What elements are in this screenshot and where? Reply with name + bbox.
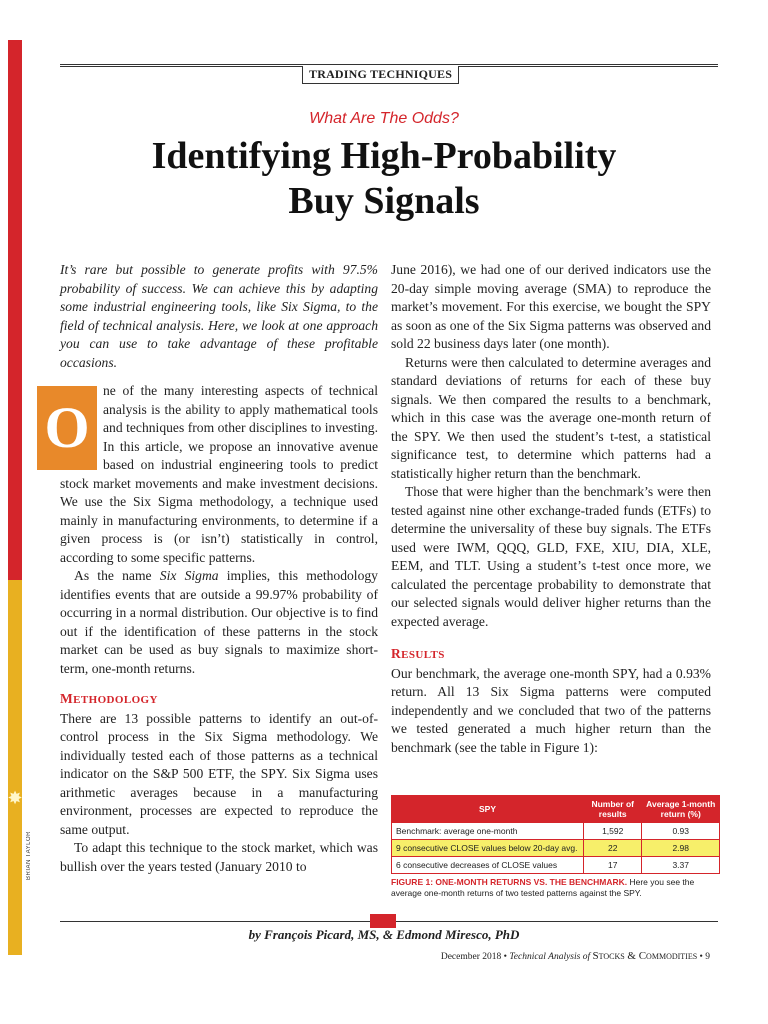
heading-initial: R: [391, 646, 402, 661]
figure-1: [391, 795, 720, 898]
folio-publication: Technical Analysis of: [509, 952, 593, 962]
table-row: [392, 840, 720, 857]
body-paragraph: June 2016), we had one of our derived indicators use the 20-day simple moving average (SMA) to reproduce the market’s movement. For this exercise, we bought the SPY as soon as one of the Six Sigma patterns was observed and sold 22 business days later (one month).: [391, 262, 711, 351]
table-cell: Benchmark: average one-month: [392, 823, 584, 840]
table-cell: 0.93: [642, 823, 720, 840]
figure-caption: [391, 877, 720, 898]
table-cell: 2.98: [642, 840, 720, 857]
text-run: As the name: [74, 568, 160, 583]
table-cell: 6 consecutive decreases of CLOSE values: [392, 857, 584, 874]
methodology-heading: [60, 690, 378, 710]
table-cell: 22: [584, 840, 642, 857]
body-paragraph: ne of the many interesting aspects of technical analysis is the ability to apply mathematical tools and techniques from other disciplines to investing. In this article, we propose an innovative avenue based on industrial engineering tools to predict stock market movements and make investment decisions. We use the Six Sigma methodology, a technique used mainly in manufacturing environments, to determine if a given process is (or isn’t) statistically in control, according to some specific patterns.: [60, 383, 378, 565]
intro-paragraph: It’s rare but possible to generate profits with 97.5% probability of success. We can achieve this by adapting some industrial engineering tools, like Six Sigma, to the field of technical analysis. Here, we look at one approach you can use to take advantage of these profitable occasions.: [60, 262, 378, 370]
opening-section: [44, 382, 378, 567]
folio-page-number: • 9: [697, 952, 710, 962]
photo-credit: BRIAN TAYLOR: [26, 830, 32, 880]
table-header: SPY: [392, 796, 584, 823]
side-color-bar: [8, 40, 22, 955]
body-paragraph: To adapt this technique to the stock market, which was bullish over the years tested (January 2010 to: [60, 840, 378, 874]
folio-date: December 2018 •: [440, 952, 510, 962]
results-table: [391, 795, 720, 874]
sunburst-icon: ✸: [7, 788, 23, 808]
heading-rest: ETHODOLOGY: [73, 694, 158, 706]
headline-line-2: Buy Signals: [288, 180, 480, 222]
dropcap-letter: O: [44, 395, 90, 460]
table-cell: 1,592: [584, 823, 642, 840]
body-paragraph: Our benchmark, the average one-month SPY, had a 0.93% return. All 13 Six Sigma patterns were computed independently and we concluded that two of the patterns we tested generated a much higher return than the benchmark (see the table in Figure 1):: [391, 665, 711, 755]
folio-publication-name: Stocks & Commodities: [592, 950, 698, 962]
table-cell: 3.37: [642, 857, 720, 874]
table-cell: 9 consecutive CLOSE values below 20-day avg.: [392, 840, 584, 857]
page-folio: [441, 950, 710, 962]
table-row: [392, 857, 720, 874]
body-paragraph: [60, 567, 378, 678]
body-paragraph: There are 13 possible patterns to identify an out-of-control process in the Six Sigma methodology. We individually tested each of those patterns as a technical indicator on the S&P 500 ETF, the SPY. Six Sigma uses arithmetic averages because in a manufacturing environment, processes are expected to reproduce the same output.: [60, 710, 378, 837]
results-heading: [391, 645, 711, 665]
bottom-red-mark: [370, 914, 396, 928]
body-paragraph: Returns were then calculated to determine averages and standard deviations of returns for each of these buy signals. We then compared the results to a benchmark, which in this case was the average one-month return of the SPY. We then used the student’s t-test, a statistical significance test, to determine which patterns had a statistically higher return than the benchmark.: [391, 354, 711, 481]
body-paragraph: Those that were higher than the benchmark’s were then tested against nine other exchange-traded funds (ETFs) to determine the universality of these buy signals. The ETFs used were IWM, QQQ, GLD, FXE, XIU, DIA, XLE, EEM, and TLT. Using a student’s t-test once more, we calculated the percentage probability to demonstrate that our selected signals would deliver higher returns than the expected average.: [391, 484, 711, 629]
side-bar-yellow: [8, 580, 22, 955]
left-column: [44, 261, 378, 876]
table-cell: 17: [584, 857, 642, 874]
dropcap: [37, 386, 97, 470]
kicker: What Are The Odds?: [309, 110, 459, 127]
text-run: implies, this methodology identifies events that are outside a 99.97% probability of occurring in a normal distribution. Our objective is to find out if the identification of these patterns in the stock market can be used as buy signals to maximize short-term, one-month returns.: [60, 568, 378, 676]
right-column: [391, 261, 711, 757]
section-label: TRADING TECHNIQUES: [302, 66, 459, 84]
caption-lead: FIGURE 1: ONE-MONTH RETURNS VS. THE BENCHMARK.: [391, 877, 628, 887]
headline-line-1: Identifying High-Probability: [151, 135, 617, 177]
table-header: Average 1-month return (%): [642, 796, 720, 823]
table-row: [392, 823, 720, 840]
table-header: Number of results: [584, 796, 642, 823]
byline: by François Picard, MS, & Edmond Miresco, PhD: [248, 927, 520, 942]
heading-initial: M: [60, 691, 74, 706]
table-header-row: [392, 796, 720, 823]
headline: [40, 134, 728, 224]
text-run-italic: Six Sigma: [159, 568, 219, 583]
heading-rest: ESULTS: [401, 649, 445, 661]
caption-text: Here you see the average one-month returns of two tested patterns against the SPY.: [391, 877, 695, 898]
